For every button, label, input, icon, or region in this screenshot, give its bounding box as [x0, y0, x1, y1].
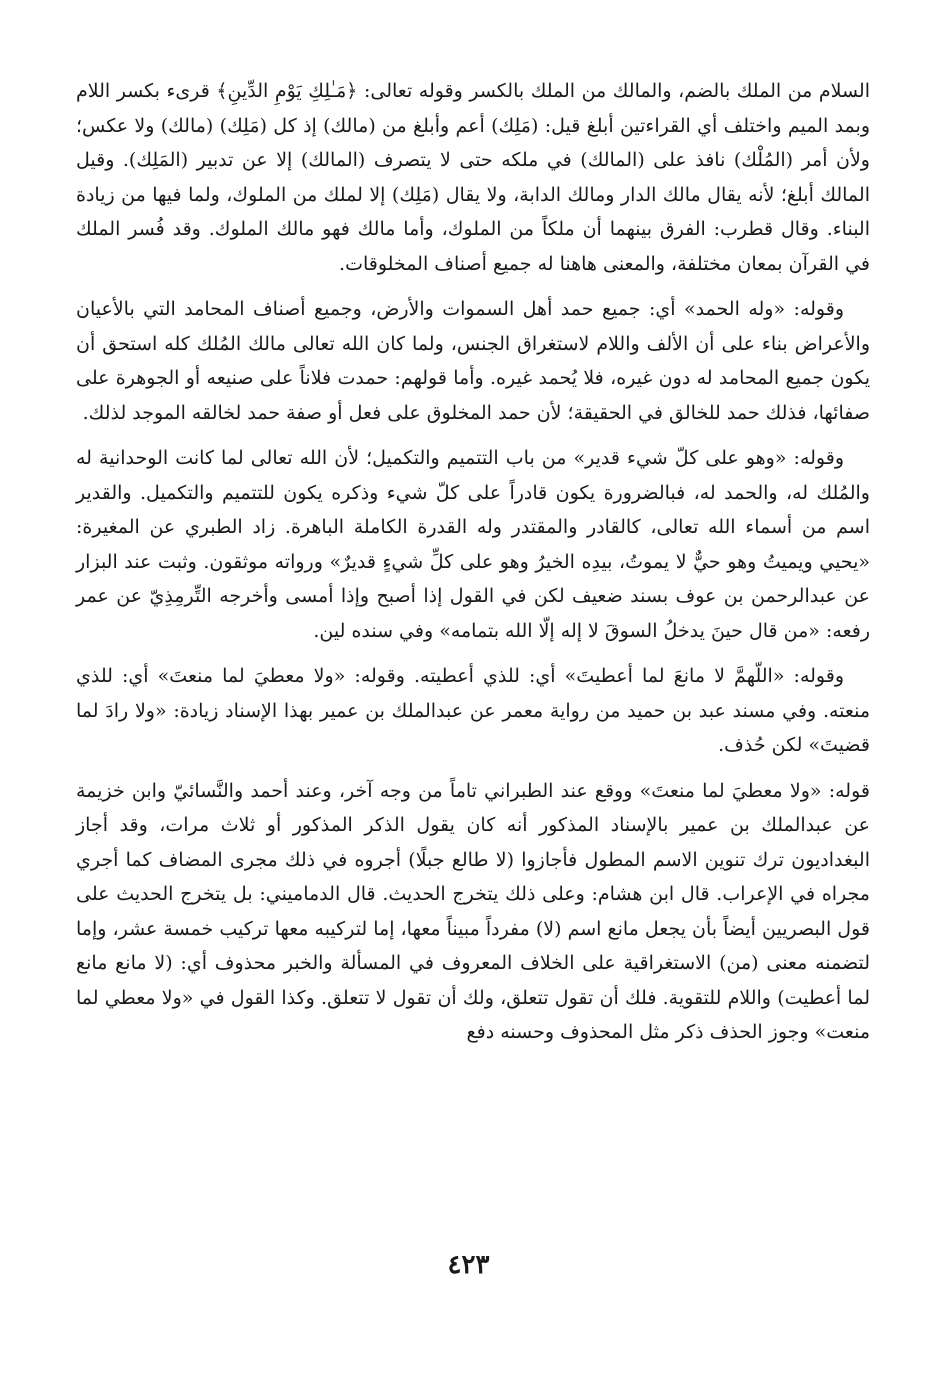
paragraph-4: وقوله: «اللّهمَّ لا مانعَ لما أعطيتَ» أي: للذي أعطيته. وقوله: «ولا معطيَ لما منعتَ» أي: للذي منعته. وفي مسند عبد بن حميد من رواية معمر عن عبدالملك بن عمير بهذا الإسناد زيادة: «ولا رادَ لما قضيتَ» لكن حُذف. [76, 665, 870, 756]
paragraph-1: السلام من الملك بالضم، والمالك من الملك بالكسر وقوله تعالى: ﴿مَـٰلِكِ يَوْمِ الدِّينِ﴾ قرىء بكسر اللام وبمد الميم واختلف أي القراءتين أبلغ قيل: (مَلِك) أعم وأبلغ من (مالك) إذ كل (مَلِك) (مالك) ولا عكس؛ ولأن أمر (المُلْك) نافذ على (المالك) في ملكه حتى لا يتصرف (المالك) إلا عن تدبير (المَلِك). وقيل المالك أبلغ؛ لأنه يقال مالك الدار ومالك الدابة، ولا يقال (مَلِك) إلا لملك من الملوك، ولما فيها من زيادة البناء. وقال قطرب: الفرق بينهما أن ملكاً من الملوك، وأما مالك فهو مالك الملوك. وقد فُسر الملك في القرآن بمعان مختلفة، والمعنى هاهنا له جميع أصناف المخلوقات. [76, 80, 870, 275]
page-number: ٤٢٣ [447, 1250, 490, 1280]
paragraph-3: وقوله: «وهو على كلّ شيء قدير» من باب التتميم والتكميل؛ لأن الله تعالى لما كانت الوحدانية له والمُلك له، والحمد له، فبالضرورة يكون قادراً على كلّ شيء وذكره يكون للتتميم والتكميل. والقدير اسم من أسماء الله تعالى، كالقادر والمقتدر وله القدرة الكاملة الباهرة. زاد الطبري عن المغيرة: «يحيي ويميتُ وهو حيٌّ لا يموتُ، بيدِه الخيرُ وهو على كلِّ شيءٍ قديرٌ» ورواته موثقون. وثبت عند البزار عن عبدالرحمن بن عوف بسند ضعيف لكن في القول إذا أصبح وإذا أمسى وأخرجه التِّرمِذِيّ عن عمر رفعه: «من قال حينَ يدخلُ السوقَ لا إله إلّا الله بتمامه» وفي سنده لين. [76, 447, 870, 642]
paragraph-2: وقوله: «وله الحمد» أي: جميع حمد أهل السموات والأرض، وجميع أصناف المحامد التي بالأعيان والأعراض بناء على أن الألف واللام لاستغراق الجنس، ولما كان الله تعالى مالك المُلك كله استحق أن يكون جميع المحامد له دون غيره، فلا يُحمد غيره. وأما قولهم: حمدت فلاناً على صنيعه أو الجوهرة على صفائها، فذلك حمد للخالق في الحقيقة؛ لأن حمد المخلوق على فعل أو صفة حمد لخالقه الموجد لذلك. [76, 298, 870, 424]
paragraph-5: قوله: «ولا معطيَ لما منعتَ» ووقع عند الطبراني تاماً من وجه آخر، وعند أحمد والنَّسائيّ وابن خزيمة عن عبدالملك بن عمير بالإسناد المذكور أنه كان يقول الذكر المذكور أو ثلاث مرات، وقد أجاز البغداديون ترك تنوين الاسم المطول فأجازوا (لا طالع جبلًا) أجروه في ذلك مجرى المضاف كما أجري مجراه في الإعراب. قال ابن هشام: وعلى ذلك يتخرج الحديث. قال الدماميني: بل يتخرج الحديث على قول البصريين أيضاً بأن يجعل مانع اسم (لا) مفرداً مبيناً معها، إما لتركيبه معها تركيب خمسة عشر، وإما لتضمنه معنى (من) الاستغراقية على الخلاف المعروف في المسألة والخبر محذوف أي: (لا مانع مانع لما أعطيت) واللام للتقوية. فلك أن تقول تتعلق، ولك أن تقول لا تتعلق. وكذا القول في «ولا معطي لما منعت» وجوز الحذف ذكر مثل المحذوف وحسنه دفع [76, 779, 870, 1043]
page-body [76, 74, 870, 1061]
